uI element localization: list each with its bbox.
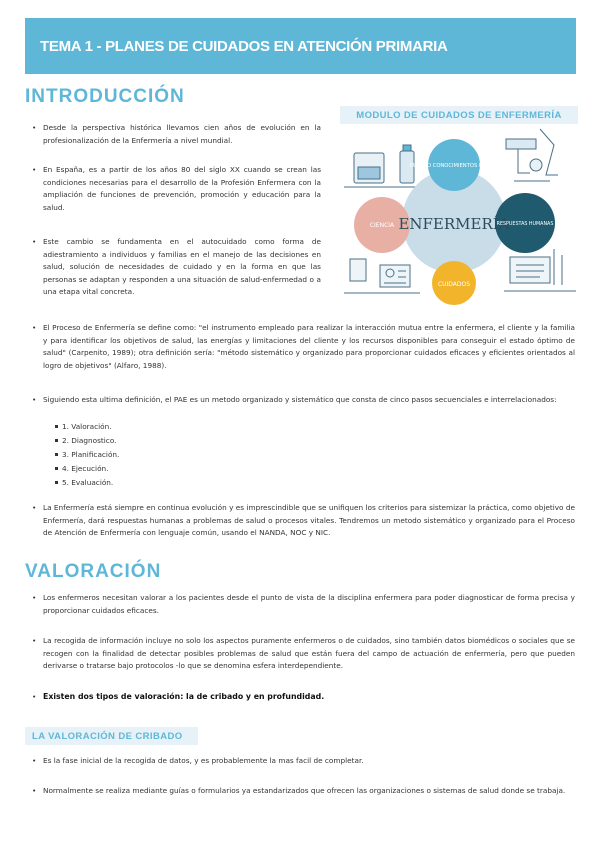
step-marker <box>55 439 58 442</box>
intro-heading: INTRODUCCIÓN <box>25 86 185 107</box>
node-left-label: CIENCIA <box>369 222 395 229</box>
bullet-dot: • <box>32 123 37 132</box>
step-text: 1. Valoración. <box>62 422 112 431</box>
bullet-text: Los enfermeros necesitan valorar a los pacientes desde el punto de vista de la disciplina enfermera para poder diagnosticar de forma precisa y proporcionar cuidados eficaces. <box>43 593 575 615</box>
cribado-bullet-1 <box>32 755 575 768</box>
bullet-text: El Proceso de Enfermería se define como: "el instrumento empleado para realizar la interacción mutua entre la enfermera, el cliente y la familia y para identificar los objetivos de salud, las energías y limitaciones del cliente y los recursos disponibles para conseguir el estado óptimo de salud" (Carpenito, 1989); otra definición sería: "método sistemático y organizado para proporcionar cuidados eficaces y eficientes orientados al logro de objetivos" (Alfaro, 1988). <box>43 323 575 370</box>
step-item <box>62 462 109 476</box>
cribado-bullet-2 <box>32 785 575 798</box>
bullet-dot: • <box>32 323 37 332</box>
bullet-text: Este cambio se fundamenta en el autocuidado como forma de adiestramiento a individuos y familias en el manejo de las decisiones en salud, solución de necesidades de cuidado y en la forma en que las personas se adaptan y responden a una situación de salud-enfermedad o a una etapa vital concreta. <box>43 237 321 296</box>
bullet-dot: • <box>32 237 37 246</box>
page-title: TEMA 1 - PLANES DE CUIDADOS EN ATENCIÓN PRIMARIA <box>40 37 448 55</box>
step-item <box>62 434 116 448</box>
microscope-icon <box>506 129 558 181</box>
cribado-heading: LA VALORACIÓN DE CRIBADO <box>25 727 198 745</box>
bullet-text: La Enfermería está siempre en continua evolución y es imprescindible que se unifiquen los criterios para sistemizar la práctica, como objetivo de Enfermería, dará respuestas humanas a problemas de salud o procesos vitales. Tendremos un metodo sistemático y organizado para el Proceso de Atención de Enfermería con lenguaje común, usando el NANDA, NOC y NIC. <box>43 503 575 537</box>
step-marker <box>55 467 58 470</box>
valoracion-bullet-2 <box>32 635 575 673</box>
step-marker <box>55 425 58 428</box>
bullet-text: Es la fase inicial de la recogida de datos, y es probablemente la mas facil de completar. <box>43 756 364 765</box>
bullet-text: Existen dos tipos de valoración: la de cribado y en profundidad. <box>43 692 325 701</box>
node-top-label: CUERPO CONOCIMIENTOS PROPIO <box>409 163 499 169</box>
nursing-module-diagram <box>340 125 578 305</box>
bullet-dot: • <box>32 503 37 512</box>
valoracion-heading: VALORACIÓN <box>25 561 162 582</box>
bullet-dot: • <box>32 395 37 404</box>
valoracion-bullet-3 <box>32 691 575 704</box>
bullet-dot: • <box>32 636 37 645</box>
step-text: 5. Evaluación. <box>62 478 114 487</box>
node-right-label: RESPUESTAS HUMANAS <box>496 222 554 227</box>
bullet-dot: • <box>32 165 37 174</box>
intro-bullet-2 <box>32 164 321 214</box>
title-banner <box>25 18 576 74</box>
bullet-text: Desde la perspectiva histórica llevamos cien años de evolución en la profesionalización de la Enfermería a nivel mundial. <box>43 123 321 145</box>
intro-bullet-1 <box>32 122 321 147</box>
step-text: 3. Planificación. <box>62 450 120 459</box>
step-marker <box>55 453 58 456</box>
step-item <box>62 448 119 462</box>
lab-rack-icon <box>504 249 576 291</box>
step-marker <box>55 481 58 484</box>
documents-icon <box>344 259 420 293</box>
step-text: 4. Ejecución. <box>62 464 109 473</box>
intro-bullet-4 <box>32 322 575 372</box>
intro-bullet-6 <box>32 502 575 540</box>
node-bottom-label: CUIDADOS <box>437 281 471 288</box>
bullet-text: En España, es a partir de los años 80 del siglo XX cuando se crean las condiciones necesarias para el desarrollo de la Profesión Enfermera con la ampliación de funciones de prevención, promoción y educación para la salud. <box>43 165 321 212</box>
bullet-dot: • <box>32 756 37 765</box>
bullet-dot: • <box>32 692 37 701</box>
step-text: 2. Diagnostico. <box>62 436 117 445</box>
center-label: ENFERMERÍA <box>398 215 510 233</box>
intro-bullet-3 <box>32 236 321 299</box>
bullet-text: Siguiendo esta ultima definición, el PAE es un metodo organizado y sistemático que consta de cinco pasos secuenciales e interrelacionados: <box>43 395 557 404</box>
bullet-text: La recogida de información incluye no solo los aspectos puramente enfermeros o de cuidados, sino también datos biomédicos o sociales que se recogen con la finalidad de detectar posibles problemas de salud que están fuera del campo de actuación de enfermería, pero que pueden derivarse o tratarse bajo protocolos -lo que se denomina esfera interdependiente. <box>43 636 575 670</box>
valoracion-bullet-1 <box>32 592 575 617</box>
module-label: MODULO DE CUIDADOS DE ENFERMERÍA <box>340 106 578 124</box>
step-item <box>62 420 112 434</box>
bullet-dot: • <box>32 786 37 795</box>
bullet-text: Normalmente se realiza mediante guías o formularios ya estandarizados que ofrecen las organizaciones o sistemas de salud donde se trabaja. <box>43 786 566 795</box>
intro-bullet-5 <box>32 394 575 407</box>
bullet-dot: • <box>32 593 37 602</box>
step-item <box>62 476 113 490</box>
